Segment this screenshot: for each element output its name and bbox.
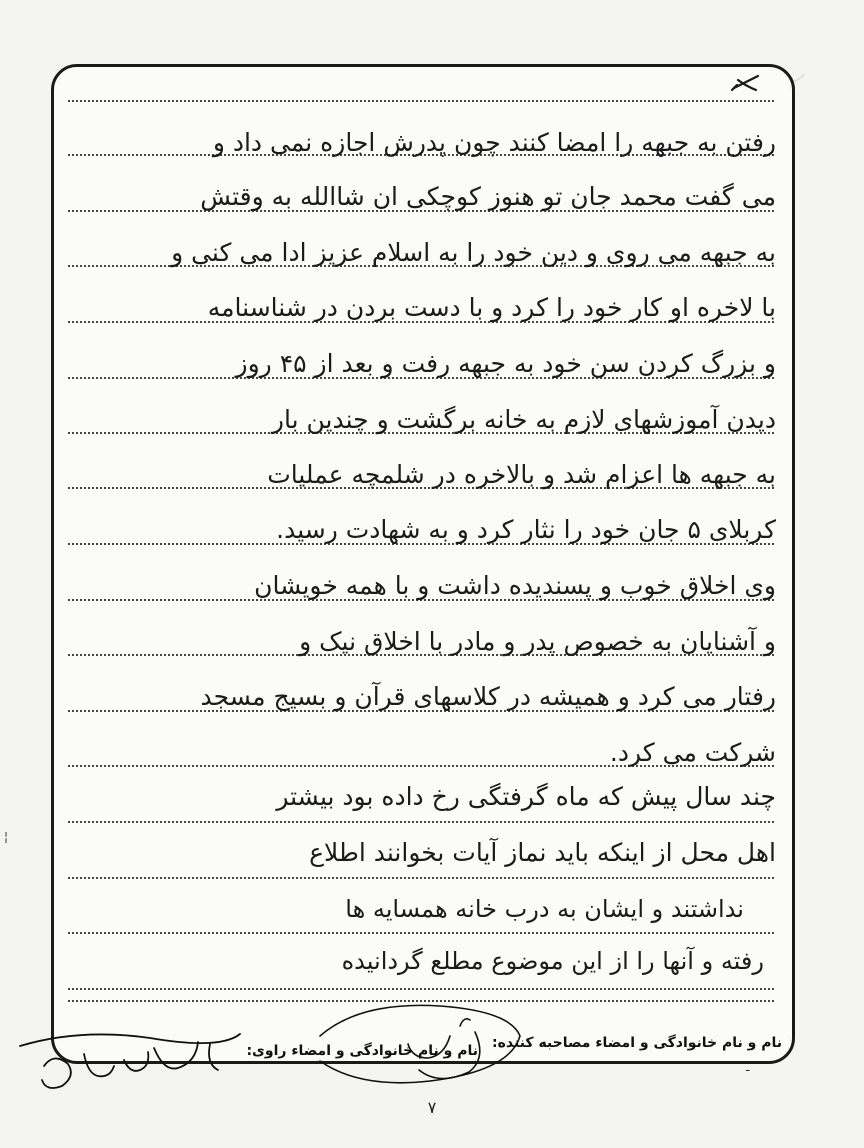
narrator-signature-label: نام و نام خانوادگی و امضاء راوی:	[246, 1043, 478, 1059]
handwritten-line: رفتار می کرد و همیشه در کلاسهای قرآن و بسیج مسجد	[200, 682, 776, 711]
pen-icon	[728, 72, 768, 94]
handwritten-line: چند سال پیش که ماه گرفتگی رخ داده بود بیشتر	[276, 782, 776, 811]
handwritten-line: و بزرگ کردن سن خود به جبهه رفت و بعد از ۴۵ روز	[235, 349, 776, 378]
handwritten-line: شرکت می کرد.	[609, 738, 776, 767]
ruled-line	[68, 100, 774, 102]
handwritten-line: رفته و آنها را از این موضوع مطلع گردانیده	[341, 947, 764, 975]
ruled-line	[68, 821, 774, 823]
handwritten-line: رفتن به جبهه را امضا کنند چون پدرش اجازه نمی داد و	[212, 128, 776, 157]
interviewer-signature-label: نام و نام خانوادگی و امضاء مصاحبه کننده:	[492, 1035, 782, 1051]
handwritten-line: وی اخلاق خوب و پسندیده داشت و با همه خویشان	[254, 571, 776, 600]
ruled-line	[68, 932, 774, 934]
handwritten-line: دیدن آموزشهای لازم به خانه برگشت و چندین بار	[271, 405, 776, 434]
handwritten-line: نداشتند و ایشان به درب خانه همسایه ها	[345, 895, 744, 923]
handwritten-line: می گفت محمد جان تو هنوز کوچکی ان شاالله به وقتش	[200, 182, 776, 211]
handwritten-line: به جبهه می روی و دین خود را به اسلام عزیز ادا می کنی و	[171, 238, 776, 267]
handwritten-line: کربلای ۵ جان خود را نثار کرد و به شهادت رسید.	[276, 515, 776, 544]
interviewer-signature	[300, 996, 540, 1086]
margin-mark: ¦	[4, 830, 9, 844]
page-number: ۷	[427, 1098, 437, 1117]
narrator-signature	[14, 1026, 254, 1096]
ruled-line	[68, 988, 774, 990]
handwritten-line: و آشنایان به خصوص پدر و مادر با اخلاق نیک و	[299, 627, 776, 656]
margin-mark: ـ	[746, 1060, 750, 1074]
handwritten-line: به جبهه ها اعزام شد و بالاخره در شلمچه عملیات	[267, 460, 776, 489]
handwritten-line: اهل محل از اینکه باید نماز آیات بخوانند اطلاع	[309, 838, 776, 867]
ruled-line	[68, 877, 774, 879]
handwritten-line: با لاخره او کار خود را کرد و با دست بردن در شناسنامه	[207, 293, 776, 322]
